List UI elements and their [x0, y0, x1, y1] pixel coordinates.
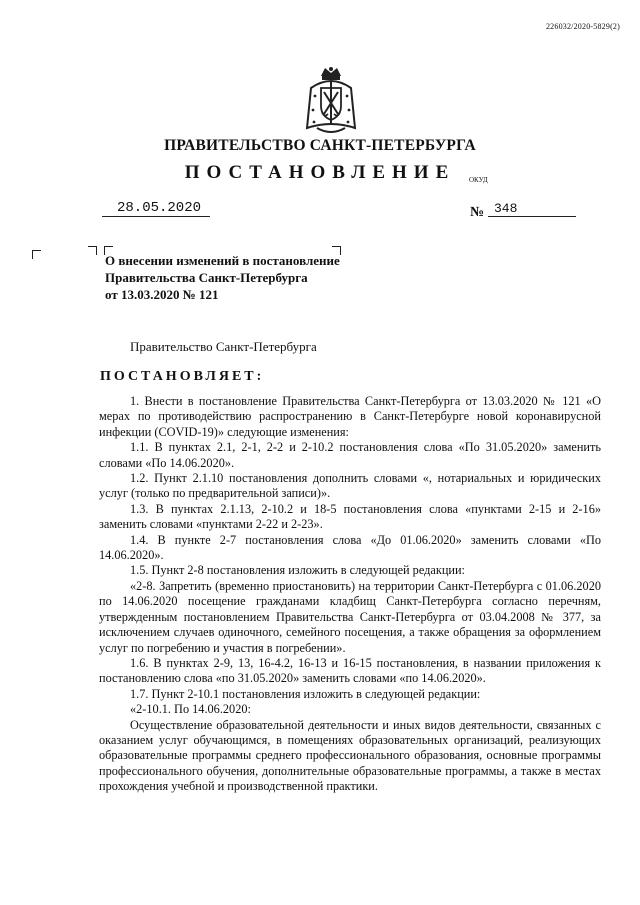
document-number: 348: [494, 201, 518, 216]
paragraph: 1.6. В пунктах 2-9, 13, 16-4.2, 16-13 и 16-15 постановления, в названии приложения к постановлению слова «по 31.05.2020» заменить словами «по 14.06.2020».: [99, 655, 601, 686]
paragraph: «2-10.1. По 14.06.2020:: [130, 702, 251, 717]
paragraph: 1.7. Пункт 2-10.1 постановления изложить в следующей редакции:: [130, 686, 481, 701]
date-underline: [102, 216, 210, 217]
paragraph: 1.2. Пункт 2.1.10 постановления дополнить словами «, нотариальных и юридических услуг (только по предварительной записи)».: [99, 471, 601, 501]
subject-line: О внесении изменений в постановление: [105, 253, 340, 268]
document-code: 226032/2020-5829(2): [545, 22, 620, 31]
document-subject: [105, 252, 340, 303]
paragraph: 1.3. В пунктах 2.1.13, 2-10.2 и 18-5 постановления слова «пунктами 2-15 и 2-16» заменить словами «пунктами 2-22 и 2-23».: [99, 501, 601, 532]
paragraph: 1.5. Пункт 2-8 постановления изложить в следующей редакции:: [130, 563, 465, 578]
subject-line: Правительства Санкт-Петербурга: [105, 270, 308, 285]
corner-mark: [88, 246, 97, 255]
coat-of-arms-emblem: [305, 66, 357, 138]
decrees-heading: ПОСТАНОВЛЯЕТ:: [100, 369, 265, 384]
issuing-authority: Правительство Санкт-Петербурга: [130, 339, 317, 354]
paragraph: 1.4. В пункте 2-7 постановления слова «До 01.06.2020» заменить словами «По 14.06.2020».: [99, 532, 601, 563]
okud-label: ОКУД: [469, 176, 488, 184]
number-sign: №: [470, 205, 485, 220]
paragraph: «2-8. Запретить (временно приостановить) на территории Санкт-Петербурга с 01.06.2020 по 14.06.2020 посещение гражданами кладбищ Санкт-Петербурга согласно перечням, утвержденным постановлением Правительства Санкт-Петербурга от 03.04.2008 № 377, за исключением случаев одиночного, семейного посещения, а также обращения за оформлением услуг по погребению и участия в погребении».: [99, 578, 601, 655]
document-date: 28.05.2020: [117, 200, 202, 216]
corner-mark: [32, 250, 41, 259]
government-title: ПРАВИТЕЛЬСТВО САНКТ-ПЕТЕРБУРГА: [164, 137, 476, 154]
document-type-heading: ПОСТАНОВЛЕНИЕ: [184, 162, 456, 183]
subject-line: от 13.03.2020 № 121: [105, 287, 219, 302]
paragraph: 1.1. В пунктах 2.1, 2-1, 2-2 и 2-10.2 постановления слова «По 31.05.2020» заменить словами «По 14.06.2020».: [99, 440, 601, 470]
document-body: [99, 394, 601, 795]
paragraph: 1. Внести в постановление Правительства Санкт-Петербурга от 13.03.2020 № 121 «О мерах по противодействию распространению в Санкт-Петербурге новой коронавирусной инфекции (COVID-19)» следующие изменения:: [99, 394, 601, 439]
number-underline: [488, 216, 576, 217]
paragraph: Осуществление образовательной деятельности и иных видов деятельности, связанных с оказанием услуг обучающимся, в помещениях образовательных организаций, реализующих образовательные программы среднего профессионального образования, основные программы профессионального обучения, дополнительные образовательные программы, а также в местах прохождения учебной и производственной практики.: [99, 717, 601, 794]
